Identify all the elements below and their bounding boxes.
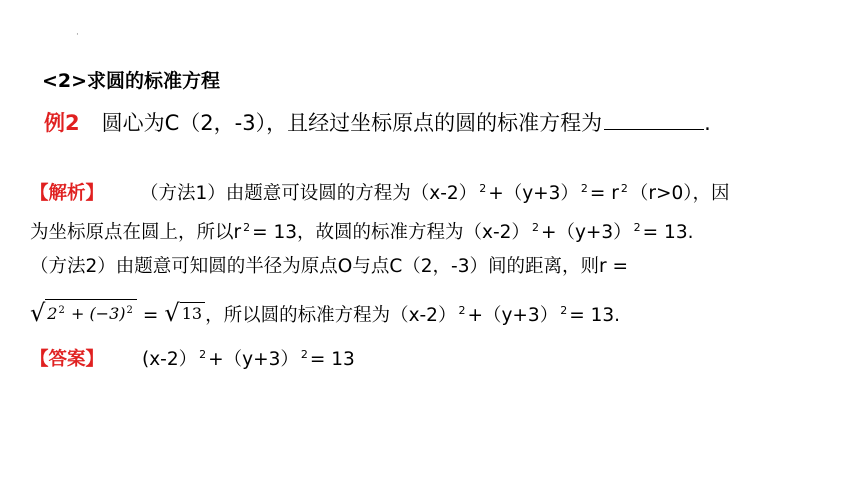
answer-line <box>30 342 355 373</box>
analysis-line-1-c: = r <box>589 183 619 204</box>
analysis-line-4-a: ，所以圆的标准方程为（x-2） <box>205 305 457 326</box>
analysis-label: 【解析】 <box>30 183 105 204</box>
exponent: 2 <box>560 304 568 317</box>
sqrt-expression-2 <box>164 301 205 325</box>
exponent: 2 <box>633 221 641 234</box>
answer-text-a: (x-2） <box>142 349 198 370</box>
exponent: 2 <box>58 305 65 316</box>
analysis-line-1-d: （r>0），因 <box>629 183 730 204</box>
analysis-line-1-b: +（y+3） <box>488 183 579 204</box>
example-question <box>44 108 711 138</box>
analysis-line-4-c: = 13. <box>569 305 621 326</box>
analysis-line-2-a: 为坐标原点在圆上，所以r <box>30 222 242 243</box>
radicand-term: + (−3) <box>65 304 126 323</box>
analysis-line-4-b: +（y+3） <box>467 305 559 326</box>
radical-sign: √ <box>164 299 180 327</box>
answer-blank <box>604 108 704 130</box>
answer-label: 【答案】 <box>30 349 105 370</box>
analysis-line-2-b: = 13，故圆的标准方程为（x-2） <box>252 222 530 243</box>
equals-sign: = <box>142 305 159 326</box>
exponent: 2 <box>199 348 207 361</box>
radicand-1 <box>45 299 137 325</box>
example-text: 圆心为C（2，-3），且经过坐标原点的圆的标准方程为 <box>101 111 603 135</box>
analysis-line-2 <box>30 215 693 246</box>
analysis-line-2-c: +（y+3） <box>540 222 632 243</box>
analysis-line-2-d: = 13. <box>642 222 694 243</box>
exponent: 2 <box>243 221 251 234</box>
analysis-line-4 <box>30 298 620 329</box>
exponent: 2 <box>580 182 588 195</box>
answer-text-b: +（y+3） <box>208 349 299 370</box>
exponent: 2 <box>126 305 133 316</box>
radicand-2: 13 <box>180 302 205 325</box>
analysis-line-1-a: （方法1）由题意可设圆的方程为（x-2） <box>140 183 478 204</box>
analysis-line-1 <box>30 176 730 207</box>
section-heading: <2>求圆的标准方程 <box>42 70 221 92</box>
exponent: 2 <box>531 221 539 234</box>
radicand-base: 2 <box>47 304 58 323</box>
exponent: 2 <box>458 304 466 317</box>
example-end: . <box>704 111 711 135</box>
analysis-line-3: （方法2）由题意可知圆的半径为原点O与点C（2，-3）间的距离，则r = <box>30 256 628 277</box>
sqrt-expression-1 <box>30 299 137 325</box>
answer-text-c: = 13 <box>309 349 355 370</box>
decorative-dot: · <box>76 30 79 40</box>
exponent: 2 <box>479 182 487 195</box>
exponent: 2 <box>620 182 628 195</box>
exponent: 2 <box>300 348 308 361</box>
radical-sign: √ <box>30 299 46 327</box>
example-label: 例2 <box>44 111 80 135</box>
